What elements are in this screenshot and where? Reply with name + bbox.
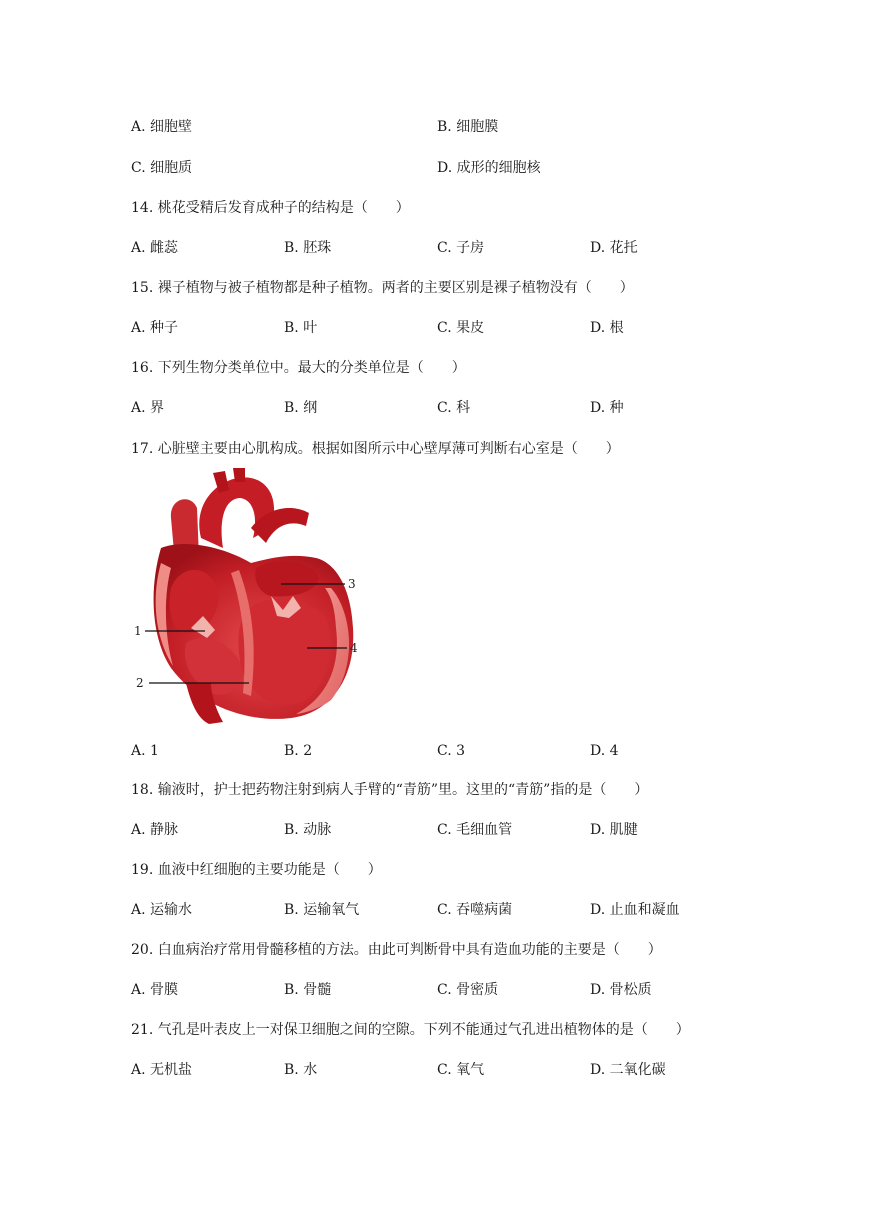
q13-option-a[interactable]: A. 细胞壁 xyxy=(131,119,193,135)
q21-option-b[interactable]: B. 水 xyxy=(284,1062,318,1078)
q14-option-b[interactable]: B. 胚珠 xyxy=(284,240,332,256)
q20-option-d[interactable]: D. 骨松质 xyxy=(590,982,652,998)
q19-options xyxy=(131,901,771,919)
q19-option-c[interactable]: C. 吞噬病菌 xyxy=(437,902,513,918)
q17-options xyxy=(131,742,771,760)
q14-options xyxy=(131,239,771,257)
q15-option-c[interactable]: C. 果皮 xyxy=(437,320,485,336)
figure-label-2: 2 xyxy=(136,676,144,690)
q17-option-c[interactable]: C. 3 xyxy=(437,743,466,759)
q16-option-d[interactable]: D. 种 xyxy=(590,400,624,416)
q18-option-d[interactable]: D. 肌腱 xyxy=(590,822,638,838)
heart-diagram xyxy=(131,468,371,726)
q13-options-row-1 xyxy=(131,118,771,136)
q14-option-c[interactable]: C. 子房 xyxy=(437,240,485,256)
q21-option-a[interactable]: A. 无机盐 xyxy=(131,1062,193,1078)
q19-option-d[interactable]: D. 止血和凝血 xyxy=(590,902,680,918)
q17-stem: 17. 心脏壁主要由心肌构成。根据如图所示中心壁厚薄可判断右心室是（ ） xyxy=(131,441,620,457)
q21-option-d[interactable]: D. 二氧化碳 xyxy=(590,1062,666,1078)
figure-label-4: 4 xyxy=(350,641,358,655)
q21-option-c[interactable]: C. 氧气 xyxy=(437,1062,485,1078)
q19-option-a[interactable]: A. 运输水 xyxy=(131,902,193,918)
q15-option-d[interactable]: D. 根 xyxy=(590,320,624,336)
q17-option-a[interactable]: A. 1 xyxy=(131,743,159,759)
q20-option-a[interactable]: A. 骨膜 xyxy=(131,982,179,998)
q20-options xyxy=(131,981,771,999)
q14-option-d[interactable]: D. 花托 xyxy=(590,240,638,256)
q15-options xyxy=(131,319,771,337)
q17-option-b[interactable]: B. 2 xyxy=(284,743,313,759)
q13-option-b[interactable]: B. 细胞膜 xyxy=(437,119,499,135)
q18-stem: 18. 输液时，护士把药物注射到病人手臂的“青筋”里。这里的“青筋”指的是（ ） xyxy=(131,782,649,798)
q20-option-c[interactable]: C. 骨密质 xyxy=(437,982,499,998)
q16-option-b[interactable]: B. 纲 xyxy=(284,400,318,416)
q21-stem: 21. 气孔是叶表皮上一对保卫细胞之间的空隙。下列不能通过气孔进出植物体的是（ ） xyxy=(131,1022,690,1038)
q14-stem: 14. 桃花受精后发育成种子的结构是（ ） xyxy=(131,200,410,216)
q16-option-a[interactable]: A. 界 xyxy=(131,400,165,416)
q15-option-a[interactable]: A. 种子 xyxy=(131,320,179,336)
q13-option-d[interactable]: D. 成形的细胞核 xyxy=(437,160,541,176)
q19-stem: 19. 血液中红细胞的主要功能是（ ） xyxy=(131,862,382,878)
q13-options-row-2 xyxy=(131,159,771,177)
q19-option-b[interactable]: B. 运输氧气 xyxy=(284,902,360,918)
q15-stem: 15. 裸子植物与被子植物都是种子植物。两者的主要区别是裸子植物没有（ ） xyxy=(131,280,634,296)
q21-options xyxy=(131,1061,771,1079)
q20-option-b[interactable]: B. 骨髓 xyxy=(284,982,332,998)
aorta-branch-2 xyxy=(233,468,245,482)
q16-option-c[interactable]: C. 科 xyxy=(437,400,471,416)
q16-stem: 16. 下列生物分类单位中。最大的分类单位是（ ） xyxy=(131,360,466,376)
q18-option-a[interactable]: A. 静脉 xyxy=(131,822,179,838)
q18-option-b[interactable]: B. 动脉 xyxy=(284,822,332,838)
q17-option-d[interactable]: D. 4 xyxy=(590,743,619,759)
q14-option-a[interactable]: A. 雌蕊 xyxy=(131,240,179,256)
q13-option-c[interactable]: C. 细胞质 xyxy=(131,160,193,176)
figure-label-1: 1 xyxy=(134,624,142,638)
q18-options xyxy=(131,821,771,839)
q18-option-c[interactable]: C. 毛细血管 xyxy=(437,822,513,838)
q20-stem: 20. 白血病治疗常用骨髓移植的方法。由此可判断骨中具有造血功能的主要是（ ） xyxy=(131,942,662,958)
q16-options xyxy=(131,399,771,417)
figure-label-3: 3 xyxy=(348,577,356,591)
q15-option-b[interactable]: B. 叶 xyxy=(284,320,318,336)
